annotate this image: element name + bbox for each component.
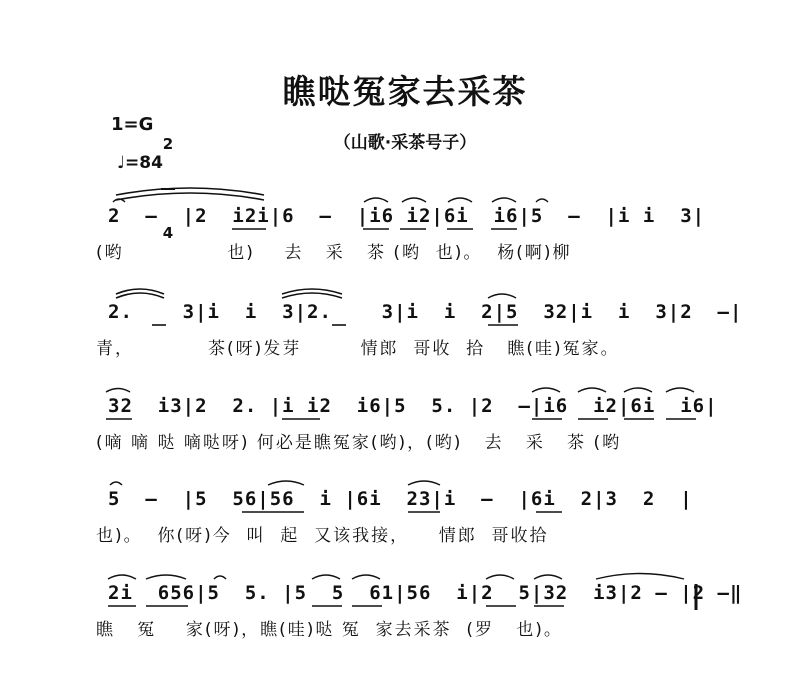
fermata-mark [113,199,125,202]
slur-mark [534,575,562,579]
slur-mark [268,481,304,485]
slur-mark [488,294,516,298]
slur-mark [596,574,684,580]
staff-line-2-notes: 2. 3|i i 3|2. 3|i i 2|5 32|i i 3|2 –| [108,301,743,323]
slur-mark [532,388,560,392]
slur-mark [146,575,186,579]
staff-line-3-lyrics: (嘀 嘀 哒 嘀哒呀) 何必是瞧冤家(哟)，(哟) 去 采 茶 (哟 [96,433,622,453]
staff-line-1-lyrics: (哟 也) 去 采 茶 (哟 也)。 杨(啊)柳 [96,243,572,263]
fermata-mark [214,576,226,579]
slur-mark [106,389,130,393]
slur-mark [116,188,264,195]
slur-mark [312,575,340,579]
slur-mark [364,198,388,202]
slur-mark [116,193,264,200]
fermata-mark [536,199,548,202]
slur-mark [492,198,516,202]
time-signature [161,102,175,259]
slur-mark [624,388,652,392]
slur-mark [486,575,514,579]
staff-line-4-lyrics: 也)。 你(呀)今 叫 起 又该我接， 情郎 哥收拾 [96,526,549,546]
staff-line-1-notes: 2 – |2 i2i|6 – |i6 i2|6i i6|5 – |i i 3| [108,205,706,227]
staff-line-5-notes: 2i 656|5 5. |5 5 61|56 i|2 5|32 i3|2 – |2 –‖ [108,582,743,604]
slur-mark [116,289,164,294]
slur-mark [408,481,440,485]
time-signature-divider [161,188,175,190]
slur-mark [282,289,342,294]
staff-line-4-notes: 5 – |5 56|56 i |6i 23|i – |6i 2|3 2 | [108,488,693,510]
staff-line-2-lyrics: 青， 茶(呀)发芽 情郎 哥收 拾 瞧(哇)冤家。 [96,339,620,359]
slur-mark [448,198,472,202]
staff-line-5-lyrics: 瞧 冤 家(呀)，瞧(哇)哒 冤 家去采茶 (罗 也)。 [96,620,563,640]
staff-line-3-notes: 32 i3|2 2. |i i2 i6|5 5. |2 –|i6 i2|6i i6| [108,395,718,417]
time-signature-top: 2 [162,135,174,153]
tempo-marking: ♩=84 [117,153,163,173]
song-title: 瞧哒冤家去采茶 [282,72,528,111]
time-signature-bottom: 4 [162,224,174,242]
key-signature: 1=G [111,114,154,135]
slur-mark [666,388,694,392]
song-subtitle: （山歌·采茶号子） [333,133,477,153]
slur-mark [578,388,606,392]
slur-mark [108,575,136,579]
slur-mark [282,293,342,298]
slur-mark [116,293,164,298]
slur-mark [352,575,380,579]
slur-mark [402,198,426,202]
fermata-mark [110,482,122,485]
